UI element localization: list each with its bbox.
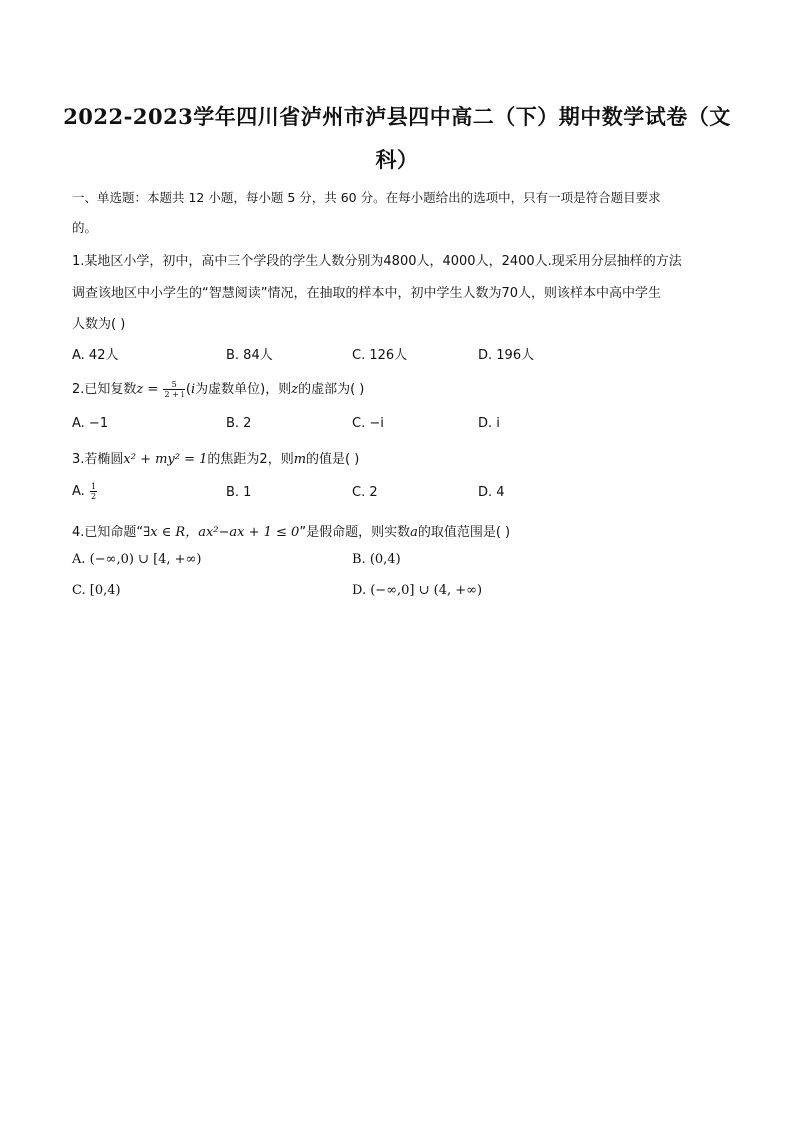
q3-option-a-label: A.: [72, 484, 85, 499]
q2-var-i: i: [190, 382, 196, 397]
q1-stem-line2: 调查该地区中小学生的“智慧阅读”情况，在抽取的样本中，初中学生人数为70人，则该样本中高中学生: [72, 286, 662, 301]
q4-pre: 4.已知命题“: [72, 525, 144, 540]
q3-pre: 3.若椭圆: [72, 452, 124, 467]
q2-stem: [72, 378, 364, 399]
q4-mid: ”是假命题，则实数: [299, 525, 411, 540]
q3-option-a-denominator: 2: [90, 492, 97, 501]
q2-post2: 的虚部为( ): [298, 382, 365, 397]
q2-option-b: B. 2: [226, 416, 252, 431]
q2-mid: (: [185, 382, 191, 397]
q4-proposition: ∃x ∈ R，ax²−ax + 1 ≤ 0: [143, 525, 300, 540]
q3-post: 的值是( ): [306, 452, 360, 467]
q2-fraction-denominator: 2 + i: [164, 390, 184, 399]
q3-option-c: C. 2: [352, 485, 378, 500]
q2-option-d: D. i: [478, 416, 500, 431]
section-instructions-line2: 的。: [72, 220, 98, 235]
q1-option-b: B. 84人: [226, 348, 273, 363]
q2-pre: 2.已知复数: [72, 382, 137, 397]
q4-option-b: B. (0,4): [352, 552, 401, 567]
q3-stem: [72, 448, 359, 467]
exam-title-line2: 科）: [375, 147, 419, 172]
q4-option-c: C. [0,4): [72, 583, 121, 598]
q1-option-a: A. 42人: [72, 348, 119, 363]
q1-option-c: C. 126人: [352, 348, 408, 363]
q3-mid: 的焦距为2，则: [207, 452, 294, 467]
q4-option-a: A. (−∞,0) ∪ [4, +∞): [72, 552, 202, 567]
q3-option-a-numerator: 1: [90, 482, 97, 491]
q4-post: 的取值范围是( ): [417, 525, 511, 540]
exam-title-line1: 2022-2023学年四川省泸州市泸县四中高二（下）期中数学试卷（文: [63, 104, 731, 129]
q2-equals: =: [143, 382, 163, 397]
q2-fraction-numerator: 5: [163, 380, 184, 390]
q1-option-d: D. 196人: [478, 348, 535, 363]
q2-option-c: C. −i: [352, 416, 384, 431]
q3-ellipse-equation: x² + my² = 1: [123, 452, 208, 467]
q2-var-z2: z: [291, 382, 299, 397]
q1-stem-line1: 1.某地区小学，初中，高中三个学段的学生人数分别为4800人，4000人，2400人.现采用分层抽样的方法: [72, 254, 682, 269]
q2-var-z: z: [136, 382, 144, 397]
q3-option-d: D. 4: [478, 485, 505, 500]
q1-stem-line3: 人数为( ): [72, 317, 126, 332]
q3-option-a-fraction: [90, 482, 97, 501]
q3-option-b: B. 1: [226, 485, 252, 500]
q2-fraction: [163, 380, 184, 399]
q4-var-a: a: [410, 525, 418, 540]
q4-stem: [72, 521, 510, 540]
q4-option-d: D. (−∞,0] ∪ (4, +∞): [352, 583, 483, 598]
section-instructions-line1: 一、单选题：本题共 12 小题，每小题 5 分，共 60 分。在每小题给出的选项中，只有一项是符合题目要求: [72, 190, 661, 205]
q2-post1: 为虚数单位)，则: [195, 382, 292, 397]
q2-option-a: A. −1: [72, 416, 109, 431]
q3-var-m: m: [293, 452, 307, 467]
q3-option-a: [72, 482, 98, 501]
